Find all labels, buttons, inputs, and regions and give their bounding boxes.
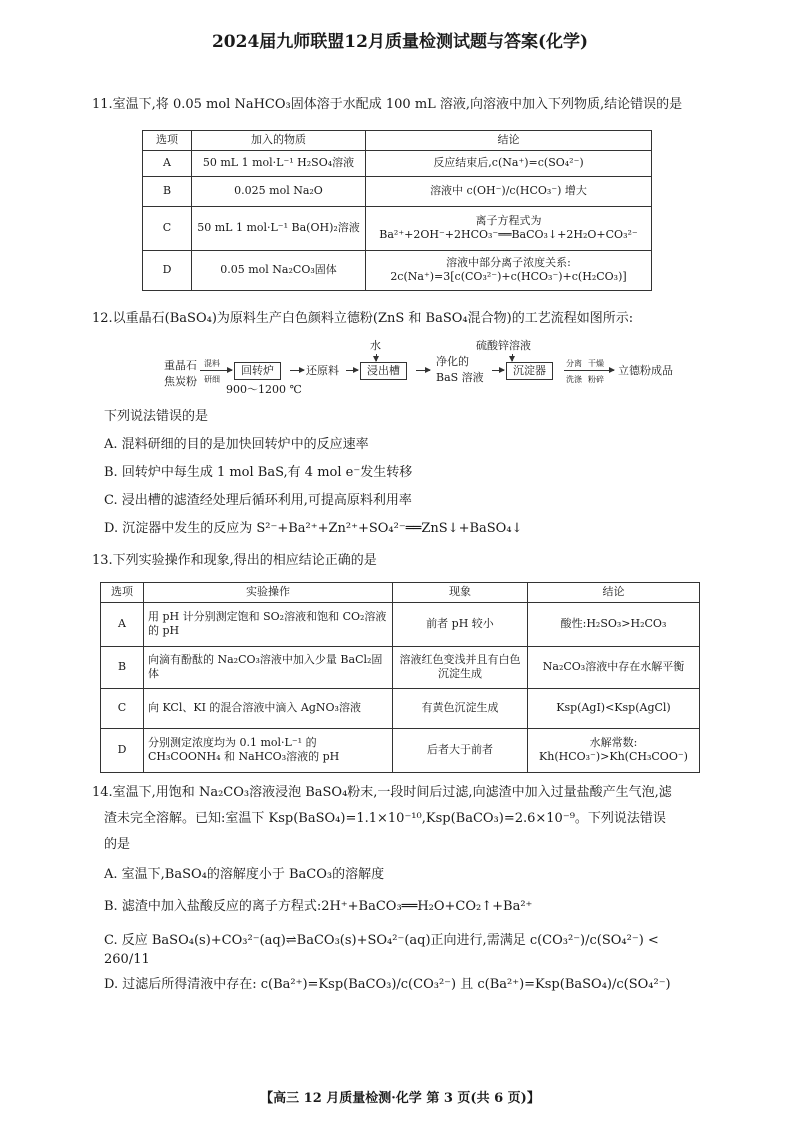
table-row (143, 206, 652, 250)
q14-option-d: D. 过滤后所得清液中存在: c(Ba²⁺)=Ksp(BaCO₃)/c(CO₃²⁻) 且 c(Ba²⁺)=Ksp(BaSO₄)/c(SO₄²⁻) (104, 977, 671, 992)
flow-raw-barite: 重晶石 (164, 359, 197, 372)
q11-stem: 11.室温下,将 0.05 mol NaHCO₃固体溶于水配成 100 mL 溶液,向溶液中加入下列物质,结论错误的是 (92, 97, 683, 112)
table-header: 加入的物质 (192, 131, 366, 151)
flow-box-furnace: 回转炉 (234, 362, 281, 380)
flow-temperature: 900～1200 ℃ (226, 383, 302, 396)
table-cell: 有黄色沉淀生成 (393, 688, 528, 728)
table-cell: 0.025 mol Na₂O (192, 176, 366, 206)
table-header: 结论 (528, 583, 700, 603)
table-cell: 0.05 mol Na₂CO₃固体 (192, 250, 366, 290)
flow-step-wash: 洗涤 (566, 375, 582, 384)
table-cell: 前者 pH 较小 (393, 602, 528, 646)
table-cell: 溶液中部分离子浓度关系: 2c(Na⁺)=3[c(CO₃²⁻)+c(HCO₃⁻)+c(H₂CO₃)] (366, 250, 652, 290)
table-cell: 50 mL 1 mol·L⁻¹ H₂SO₄溶液 (192, 150, 366, 176)
table-cell: D (143, 250, 192, 290)
q14-option-a: A. 室温下,BaSO₄的溶解度小于 BaCO₃的溶解度 (104, 867, 385, 882)
flow-zinc-sulfate: 硫酸锌溶液 (476, 339, 531, 352)
flow-arrow-down (512, 354, 513, 361)
table-cell: 向滴有酚酞的 Na₂CO₃溶液中加入少量 BaCl₂固体 (144, 646, 393, 688)
table-cell: 分别测定浓度均为 0.1 mol·L⁻¹ 的 CH₃COONH₄ 和 NaHCO₃溶液的 pH (144, 728, 393, 772)
flow-final-product: 立德粉成品 (618, 364, 673, 377)
table-header: 选项 (101, 583, 144, 603)
table-row (143, 250, 652, 290)
table-cell: A (143, 150, 192, 176)
table-cell: 50 mL 1 mol·L⁻¹ Ba(OH)₂溶液 (192, 206, 366, 250)
q12-prompt: 下列说法错误的是 (104, 409, 209, 424)
q13-stem: 13.下列实验操作和现象,得出的相应结论正确的是 (92, 553, 377, 568)
table-header: 实验操作 (144, 583, 393, 603)
q14-stem-line3: 的是 (104, 837, 131, 852)
q12-option-a: A. 混料研细的目的是加快回转炉中的反应速率 (104, 437, 369, 452)
table-cell: 用 pH 计分别测定饱和 SO₂溶液和饱和 CO₂溶液的 pH (144, 602, 393, 646)
q13-table (100, 582, 700, 773)
table-header-row (143, 131, 652, 151)
flow-step-crush: 粉碎 (588, 375, 604, 384)
flow-arrow (564, 370, 614, 371)
q11-table (142, 130, 652, 291)
flow-reduced-material: 还原料 (306, 364, 339, 377)
q14-stem-line2: 渣未完全溶解。已知:室温下 Ksp(BaSO₄)=1.1×10⁻¹⁰,Ksp(BaCO₃)=2.6×10⁻⁹。下列说法错误 (104, 811, 666, 826)
table-cell: D (101, 728, 144, 772)
q14-stem-line1: 14.室温下,用饱和 Na₂CO₃溶液浸泡 BaSO₄粉末,一段时间后过滤,向滤渣中加入过量盐酸产生气泡,滤 (92, 785, 672, 800)
table-header: 现象 (393, 583, 528, 603)
table-header-row (101, 583, 700, 603)
flow-filtrate-1: 净化的 (436, 355, 469, 368)
table-cell: 酸性:H₂SO₃>H₂CO₃ (528, 602, 700, 646)
table-cell: B (143, 176, 192, 206)
flow-arrow (200, 370, 232, 371)
table-row (143, 176, 652, 206)
flow-arrow (492, 370, 504, 371)
table-cell: Ksp(AgI)<Ksp(AgCl) (528, 688, 700, 728)
table-cell: 后者大于前者 (393, 728, 528, 772)
q12-option-b: B. 回转炉中每生成 1 mol BaS,有 4 mol e⁻发生转移 (104, 465, 413, 480)
table-cell: C (101, 688, 144, 728)
table-cell: A (101, 602, 144, 646)
table-row (101, 602, 700, 646)
q12-option-d: D. 沉淀器中发生的反应为 S²⁻+Ba²⁺+Zn²⁺+SO₄²⁻══ZnS↓+BaSO₄↓ (104, 521, 523, 536)
table-cell: Na₂CO₃溶液中存在水解平衡 (528, 646, 700, 688)
flow-arrow (416, 370, 430, 371)
page-footer: 【高三 12 月质量检测·化学 第 3 页(共 6 页)】 (260, 1091, 540, 1106)
flow-box-precipitator: 沉淀器 (506, 362, 553, 380)
q14-option-c: C. 反应 BaSO₄(s)+CO₃²⁻(aq)⇌BaCO₃(s)+SO₄²⁻(aq)正向进行,需满足 c(CO₃²⁻)/c(SO₄²⁻) < 260/11 (104, 933, 659, 967)
flow-step-mix: 混料 (204, 359, 220, 368)
table-cell: 反应结束后,c(Na⁺)=c(SO₄²⁻) (366, 150, 652, 176)
flow-box-leach-tank: 浸出槽 (360, 362, 407, 380)
table-row (101, 728, 700, 772)
flow-arrow (290, 370, 304, 371)
q12-option-c: C. 浸出槽的滤渣经处理后循环利用,可提高原料利用率 (104, 493, 412, 508)
flow-water: 水 (370, 339, 381, 352)
flow-arrow (346, 370, 358, 371)
flow-raw-coke: 焦炭粉 (164, 375, 197, 388)
table-header: 结论 (366, 131, 652, 151)
table-cell: B (101, 646, 144, 688)
flow-arrow-down (376, 354, 377, 361)
flow-step-separate: 分离 (566, 359, 582, 368)
process-flow-diagram (160, 340, 680, 400)
flow-step-grind: 研细 (204, 375, 220, 384)
table-cell: C (143, 206, 192, 250)
table-row (143, 150, 652, 176)
table-row (101, 646, 700, 688)
table-cell: 离子方程式为 Ba²⁺+2OH⁻+2HCO₃⁻══BaCO₃↓+2H₂O+CO₃²⁻ (366, 206, 652, 250)
page-title: 2024届九师联盟12月质量检测试题与答案(化学) (211, 32, 589, 52)
table-cell: 溶液红色变浅并且有白色沉淀生成 (393, 646, 528, 688)
table-row (101, 688, 700, 728)
table-header: 选项 (143, 131, 192, 151)
q12-stem: 12.以重晶石(BaSO₄)为原料生产白色颜料立德粉(ZnS 和 BaSO₄混合物)的工艺流程如图所示: (92, 311, 634, 326)
table-cell: 水解常数: Kh(HCO₃⁻)>Kh(CH₃COO⁻) (528, 728, 700, 772)
table-cell: 向 KCl、KI 的混合溶液中滴入 AgNO₃溶液 (144, 688, 393, 728)
flow-step-dry: 干燥 (588, 359, 604, 368)
table-cell: 溶液中 c(OH⁻)/c(HCO₃⁻) 增大 (366, 176, 652, 206)
flow-filtrate-2: BaS 溶液 (436, 371, 484, 384)
q14-option-b: B. 滤渣中加入盐酸反应的离子方程式:2H⁺+BaCO₃══H₂O+CO₂↑+Ba²⁺ (104, 899, 533, 914)
